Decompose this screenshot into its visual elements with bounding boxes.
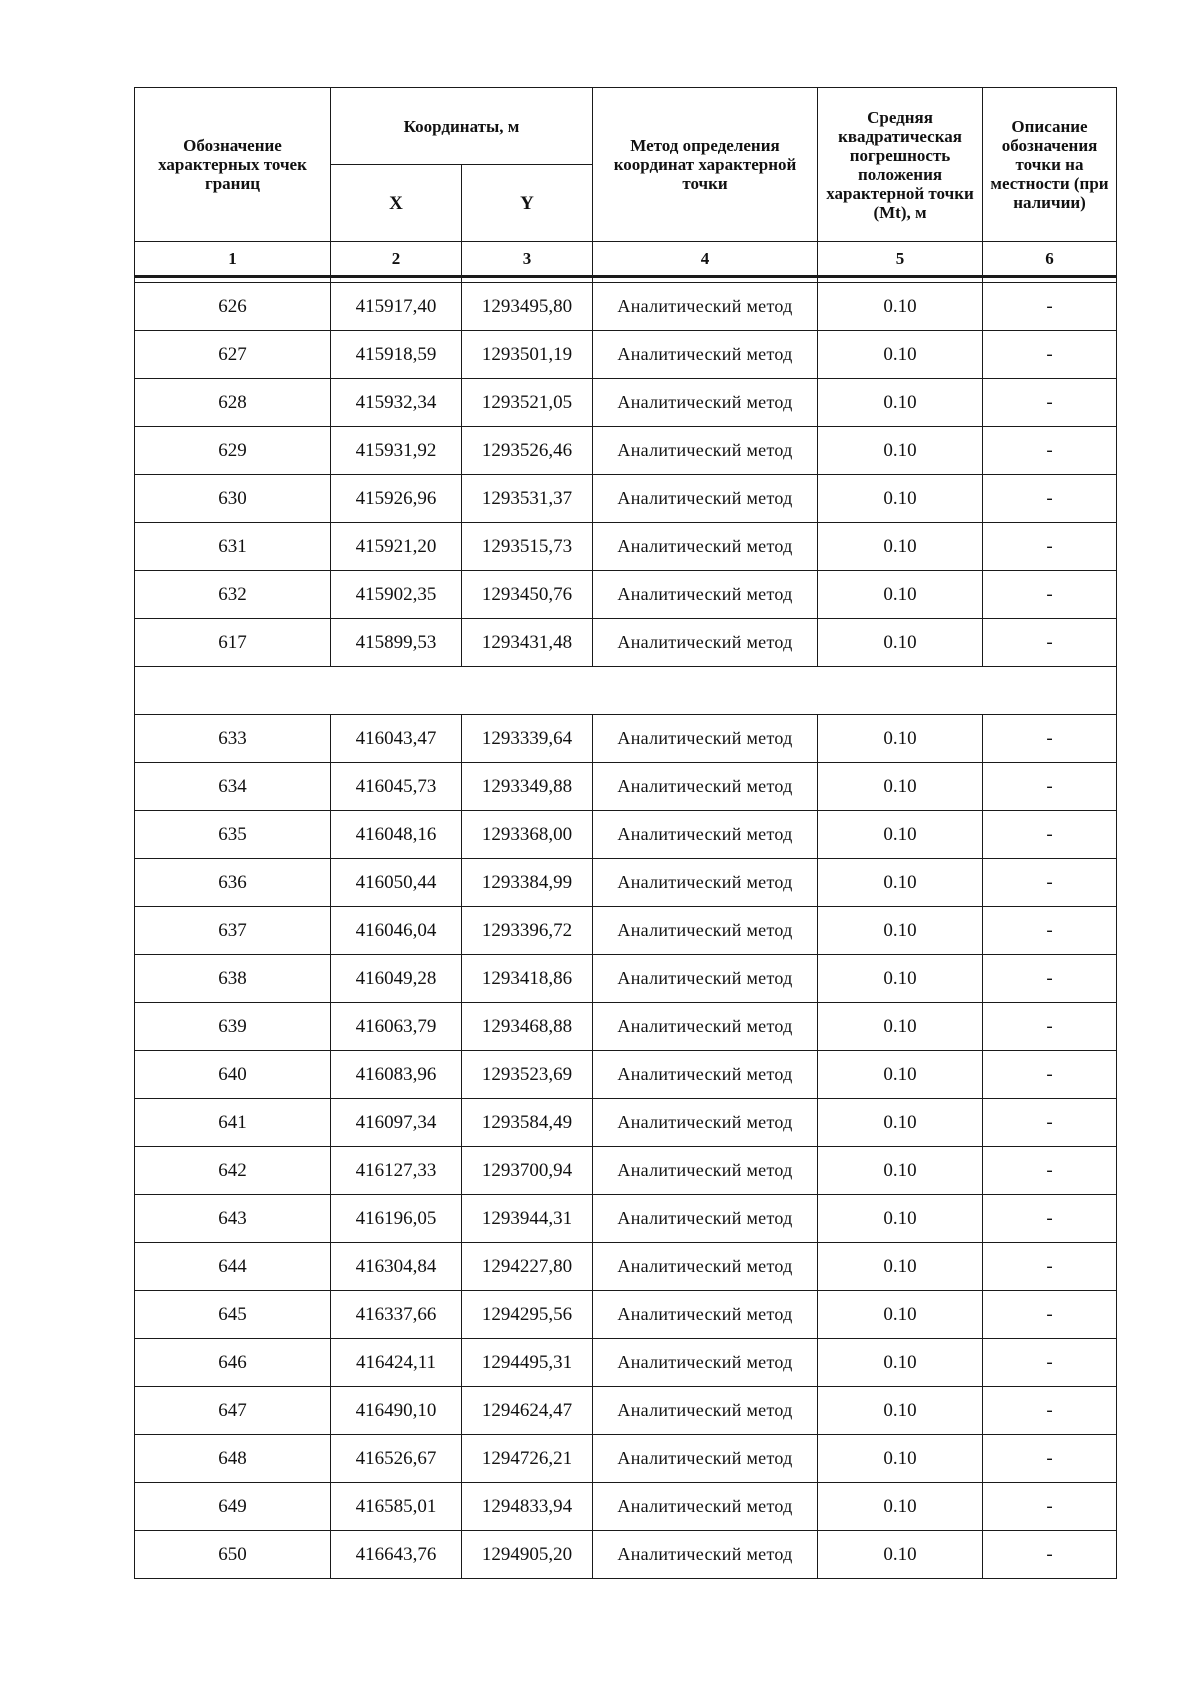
mt-value: 0.10	[818, 1195, 983, 1243]
description: -	[983, 1243, 1117, 1291]
description: -	[983, 1531, 1117, 1579]
table-row	[135, 859, 1117, 907]
point-id: 636	[135, 859, 331, 907]
column-numbers-row	[135, 242, 1117, 277]
method: Аналитический метод	[593, 571, 818, 619]
coord-x: 416048,16	[331, 811, 462, 859]
point-id: 628	[135, 379, 331, 427]
coord-y: 1294833,94	[462, 1483, 593, 1531]
description: -	[983, 379, 1117, 427]
coord-y: 1293521,05	[462, 379, 593, 427]
coord-x: 415932,34	[331, 379, 462, 427]
description: -	[983, 1435, 1117, 1483]
point-id: 627	[135, 331, 331, 379]
mt-value: 0.10	[818, 1291, 983, 1339]
mt-value: 0.10	[818, 1099, 983, 1147]
header-y: Y	[462, 165, 593, 242]
description: -	[983, 1483, 1117, 1531]
description: -	[983, 1195, 1117, 1243]
column-number: 6	[983, 242, 1117, 277]
table-row	[135, 715, 1117, 763]
table-row	[135, 1147, 1117, 1195]
coord-y: 1293584,49	[462, 1099, 593, 1147]
coord-y: 1293384,99	[462, 859, 593, 907]
method: Аналитический метод	[593, 1531, 818, 1579]
point-id: 648	[135, 1435, 331, 1483]
coord-x: 415926,96	[331, 475, 462, 523]
point-id: 650	[135, 1531, 331, 1579]
point-id: 632	[135, 571, 331, 619]
coord-x: 416337,66	[331, 1291, 462, 1339]
description: -	[983, 331, 1117, 379]
header-point-description: Описание обозначения точки на местности (при наличии)	[983, 88, 1117, 242]
method: Аналитический метод	[593, 1147, 818, 1195]
point-id: 617	[135, 619, 331, 667]
description: -	[983, 1003, 1117, 1051]
mt-value: 0.10	[818, 1003, 983, 1051]
table-row	[135, 1051, 1117, 1099]
mt-value: 0.10	[818, 1435, 983, 1483]
coord-y: 1294726,21	[462, 1435, 593, 1483]
point-id: 635	[135, 811, 331, 859]
coord-x: 416097,34	[331, 1099, 462, 1147]
coord-x: 416127,33	[331, 1147, 462, 1195]
table-row	[135, 619, 1117, 667]
coord-y: 1293396,72	[462, 907, 593, 955]
method: Аналитический метод	[593, 1243, 818, 1291]
table-row	[135, 1483, 1117, 1531]
method: Аналитический метод	[593, 1435, 818, 1483]
description: -	[983, 619, 1117, 667]
coord-y: 1293523,69	[462, 1051, 593, 1099]
method: Аналитический метод	[593, 811, 818, 859]
description: -	[983, 715, 1117, 763]
description: -	[983, 283, 1117, 331]
description: -	[983, 523, 1117, 571]
mt-value: 0.10	[818, 283, 983, 331]
mt-value: 0.10	[818, 955, 983, 1003]
coord-x: 416585,01	[331, 1483, 462, 1531]
section-separator	[135, 667, 1117, 715]
description: -	[983, 811, 1117, 859]
coord-y: 1293531,37	[462, 475, 593, 523]
table-row	[135, 811, 1117, 859]
table-row	[135, 571, 1117, 619]
point-id: 630	[135, 475, 331, 523]
method: Аналитический метод	[593, 1099, 818, 1147]
coord-y: 1293349,88	[462, 763, 593, 811]
method: Аналитический метод	[593, 523, 818, 571]
description: -	[983, 1099, 1117, 1147]
table-row	[135, 763, 1117, 811]
mt-value: 0.10	[818, 1339, 983, 1387]
coord-y: 1294295,56	[462, 1291, 593, 1339]
mt-value: 0.10	[818, 763, 983, 811]
header-x: X	[331, 165, 462, 242]
table-row	[135, 1339, 1117, 1387]
description: -	[983, 1339, 1117, 1387]
method: Аналитический метод	[593, 1051, 818, 1099]
method: Аналитический метод	[593, 1483, 818, 1531]
description: -	[983, 907, 1117, 955]
mt-value: 0.10	[818, 1531, 983, 1579]
point-id: 646	[135, 1339, 331, 1387]
method: Аналитический метод	[593, 1339, 818, 1387]
description: -	[983, 427, 1117, 475]
method: Аналитический метод	[593, 715, 818, 763]
coord-x: 416046,04	[331, 907, 462, 955]
mt-value: 0.10	[818, 1051, 983, 1099]
table-row	[135, 523, 1117, 571]
point-id: 639	[135, 1003, 331, 1051]
table-row	[135, 907, 1117, 955]
coord-y: 1293418,86	[462, 955, 593, 1003]
method: Аналитический метод	[593, 619, 818, 667]
method: Аналитический метод	[593, 1387, 818, 1435]
table-row	[135, 1435, 1117, 1483]
header-mean-square-error: Средняя квадратическая погрешность положения характерной точки (Mt), м	[818, 88, 983, 242]
coord-y: 1293468,88	[462, 1003, 593, 1051]
column-number: 2	[331, 242, 462, 277]
coord-x: 415917,40	[331, 283, 462, 331]
point-id: 634	[135, 763, 331, 811]
coord-y: 1293526,46	[462, 427, 593, 475]
mt-value: 0.10	[818, 331, 983, 379]
coordinates-table	[134, 87, 1117, 1579]
point-id: 631	[135, 523, 331, 571]
description: -	[983, 1291, 1117, 1339]
coord-y: 1293515,73	[462, 523, 593, 571]
table-row	[135, 955, 1117, 1003]
mt-value: 0.10	[818, 619, 983, 667]
point-id: 649	[135, 1483, 331, 1531]
coord-x: 416050,44	[331, 859, 462, 907]
point-id: 647	[135, 1387, 331, 1435]
table-row	[135, 1195, 1117, 1243]
method: Аналитический метод	[593, 1003, 818, 1051]
method: Аналитический метод	[593, 1291, 818, 1339]
coord-y: 1293368,00	[462, 811, 593, 859]
coord-y: 1293450,76	[462, 571, 593, 619]
column-number: 5	[818, 242, 983, 277]
header-point-designation: Обозначение характерных точек границ	[135, 88, 331, 242]
mt-value: 0.10	[818, 715, 983, 763]
description: -	[983, 571, 1117, 619]
coord-y: 1293339,64	[462, 715, 593, 763]
mt-value: 0.10	[818, 427, 983, 475]
column-number: 4	[593, 242, 818, 277]
mt-value: 0.10	[818, 907, 983, 955]
coord-x: 415931,92	[331, 427, 462, 475]
table-row	[135, 283, 1117, 331]
method: Аналитический метод	[593, 427, 818, 475]
point-id: 642	[135, 1147, 331, 1195]
coord-x: 416083,96	[331, 1051, 462, 1099]
table-row	[135, 1387, 1117, 1435]
point-id: 644	[135, 1243, 331, 1291]
coord-x: 415902,35	[331, 571, 462, 619]
mt-value: 0.10	[818, 475, 983, 523]
coord-x: 415899,53	[331, 619, 462, 667]
coord-x: 416043,47	[331, 715, 462, 763]
method: Аналитический метод	[593, 283, 818, 331]
method: Аналитический метод	[593, 379, 818, 427]
point-id: 643	[135, 1195, 331, 1243]
method: Аналитический метод	[593, 955, 818, 1003]
method: Аналитический метод	[593, 331, 818, 379]
method: Аналитический метод	[593, 1195, 818, 1243]
header-coordinates: Координаты, м	[331, 88, 593, 165]
description: -	[983, 1147, 1117, 1195]
point-id: 638	[135, 955, 331, 1003]
coord-y: 1294227,80	[462, 1243, 593, 1291]
method: Аналитический метод	[593, 907, 818, 955]
coord-x: 416045,73	[331, 763, 462, 811]
mt-value: 0.10	[818, 1243, 983, 1291]
table-row	[135, 1531, 1117, 1579]
description: -	[983, 475, 1117, 523]
table-row	[135, 1243, 1117, 1291]
description: -	[983, 955, 1117, 1003]
table-row	[135, 1291, 1117, 1339]
mt-value: 0.10	[818, 1387, 983, 1435]
coord-x: 416196,05	[331, 1195, 462, 1243]
coord-x: 416049,28	[331, 955, 462, 1003]
coord-y: 1294495,31	[462, 1339, 593, 1387]
point-id: 641	[135, 1099, 331, 1147]
coord-x: 415918,59	[331, 331, 462, 379]
table-row	[135, 475, 1117, 523]
coord-y: 1293495,80	[462, 283, 593, 331]
description: -	[983, 763, 1117, 811]
method: Аналитический метод	[593, 763, 818, 811]
mt-value: 0.10	[818, 859, 983, 907]
coord-x: 416490,10	[331, 1387, 462, 1435]
point-id: 629	[135, 427, 331, 475]
point-id: 637	[135, 907, 331, 955]
mt-value: 0.10	[818, 523, 983, 571]
table-body	[135, 277, 1117, 1579]
coord-x: 416424,11	[331, 1339, 462, 1387]
description: -	[983, 1387, 1117, 1435]
table-row	[135, 379, 1117, 427]
mt-value: 0.10	[818, 1147, 983, 1195]
coord-y: 1293944,31	[462, 1195, 593, 1243]
coord-x: 416304,84	[331, 1243, 462, 1291]
point-id: 633	[135, 715, 331, 763]
mt-value: 0.10	[818, 379, 983, 427]
table-row	[135, 1003, 1117, 1051]
mt-value: 0.10	[818, 811, 983, 859]
point-id: 645	[135, 1291, 331, 1339]
coord-x: 415921,20	[331, 523, 462, 571]
point-id: 640	[135, 1051, 331, 1099]
coord-y: 1294624,47	[462, 1387, 593, 1435]
column-number: 3	[462, 242, 593, 277]
description: -	[983, 859, 1117, 907]
coord-y: 1293700,94	[462, 1147, 593, 1195]
table-row	[135, 331, 1117, 379]
point-id: 626	[135, 283, 331, 331]
mt-value: 0.10	[818, 1483, 983, 1531]
coord-x: 416526,67	[331, 1435, 462, 1483]
coord-x: 416063,79	[331, 1003, 462, 1051]
coord-y: 1293501,19	[462, 331, 593, 379]
coord-y: 1293431,48	[462, 619, 593, 667]
section-separator-row	[135, 667, 1117, 715]
mt-value: 0.10	[818, 571, 983, 619]
coord-x: 416643,76	[331, 1531, 462, 1579]
table-row	[135, 427, 1117, 475]
method: Аналитический метод	[593, 859, 818, 907]
header-method: Метод определения координат характерной точки	[593, 88, 818, 242]
method: Аналитический метод	[593, 475, 818, 523]
table-row	[135, 1099, 1117, 1147]
description: -	[983, 1051, 1117, 1099]
coord-y: 1294905,20	[462, 1531, 593, 1579]
column-number: 1	[135, 242, 331, 277]
